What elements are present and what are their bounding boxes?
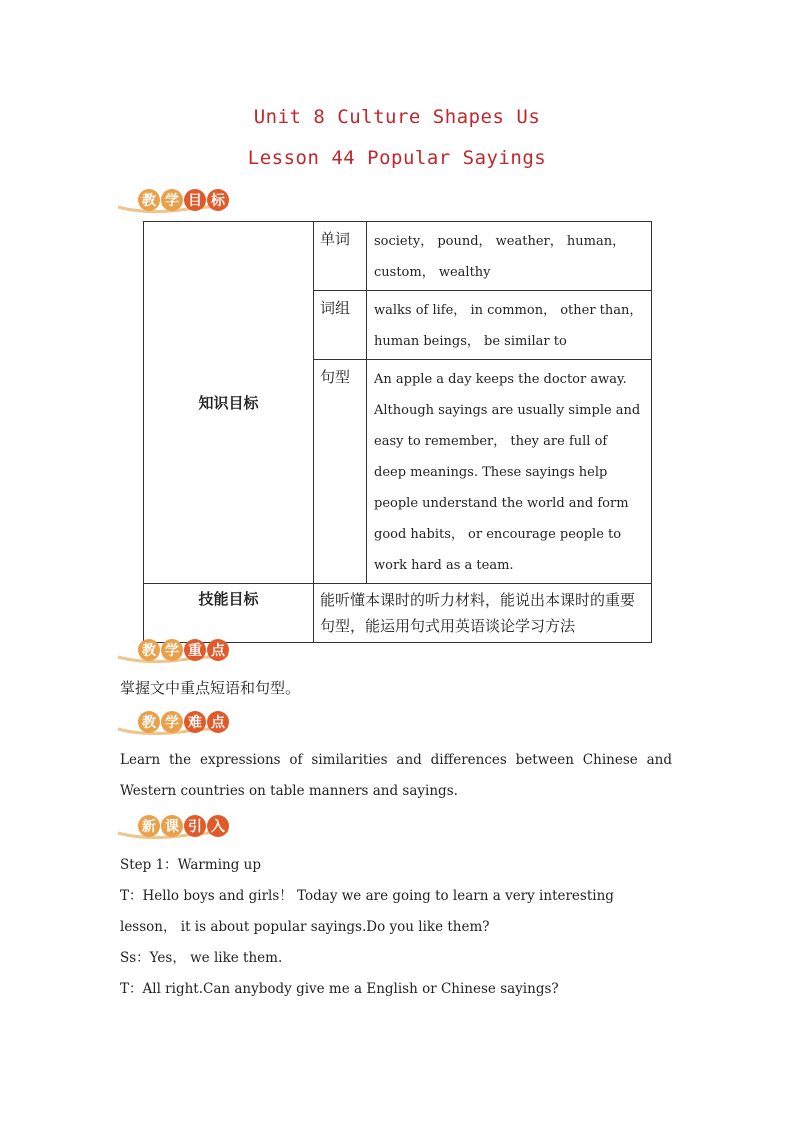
row-content: society， pound， weather， human， custom， wealthy [367, 222, 652, 291]
objectives-table [143, 221, 652, 643]
row-type: 单词 [314, 222, 367, 291]
table-row [144, 584, 652, 643]
badge-char: 教 [138, 189, 160, 211]
badge-char: 入 [207, 815, 229, 837]
section-badge-objectives [118, 187, 228, 213]
badge-char: 学 [161, 189, 183, 211]
lesson-title: Lesson 44 Popular Sayings [247, 147, 547, 169]
skill-content: 能听懂本课时的听力材料，能说出本课时的重要句型，能运用句式用英语谈论学习方法 [314, 584, 652, 643]
intro-line: Step 1：Warming up [120, 857, 261, 873]
row-type: 句型 [314, 360, 367, 584]
section-badge-difficulties [118, 709, 228, 735]
badge-char: 标 [207, 189, 229, 211]
row-content: An apple a day keeps the doctor away. Although sayings are usually simple and easy to remember， they are full of deep meanings. These sayings help people understand the world and form good habits， or encourage people to work hard as a team. [367, 360, 652, 584]
skill-label: 技能目标 [144, 584, 314, 643]
badge-char: 教 [138, 711, 160, 733]
section-badge-key-points [118, 637, 228, 663]
badge-char: 重 [184, 639, 206, 661]
introduction-body [120, 850, 672, 1005]
unit-title: Unit 8 Culture Shapes Us [253, 106, 541, 128]
badge-char: 课 [161, 815, 183, 837]
badge-char: 点 [207, 639, 229, 661]
row-type: 词组 [314, 291, 367, 360]
badge-char: 新 [138, 815, 160, 837]
intro-line: T：Hello boys and girls！ Today we are going to learn a very interesting lesson， it is about popular sayings.Do you like them? [120, 888, 614, 935]
intro-line: T：All right.Can anybody give me a English or Chinese sayings? [120, 981, 559, 997]
table-row [144, 222, 652, 291]
badge-char: 教 [138, 639, 160, 661]
row-content: walks of life， in common， other than， human beings， be similar to [367, 291, 652, 360]
section-badge-introduction [118, 813, 228, 839]
badge-char: 学 [161, 711, 183, 733]
key-points-text: 掌握文中重点短语和句型。 [120, 679, 301, 697]
badge-char: 难 [184, 711, 206, 733]
difficulties-text: Learn the expressions of similarities and differences between Chinese and Western countries on table manners and sayings. [120, 752, 672, 799]
badge-char: 学 [161, 639, 183, 661]
knowledge-label: 知识目标 [144, 222, 314, 584]
badge-char: 目 [184, 189, 206, 211]
badge-char: 点 [207, 711, 229, 733]
intro-line: Ss：Yes， we like them. [120, 950, 283, 966]
badge-char: 引 [184, 815, 206, 837]
